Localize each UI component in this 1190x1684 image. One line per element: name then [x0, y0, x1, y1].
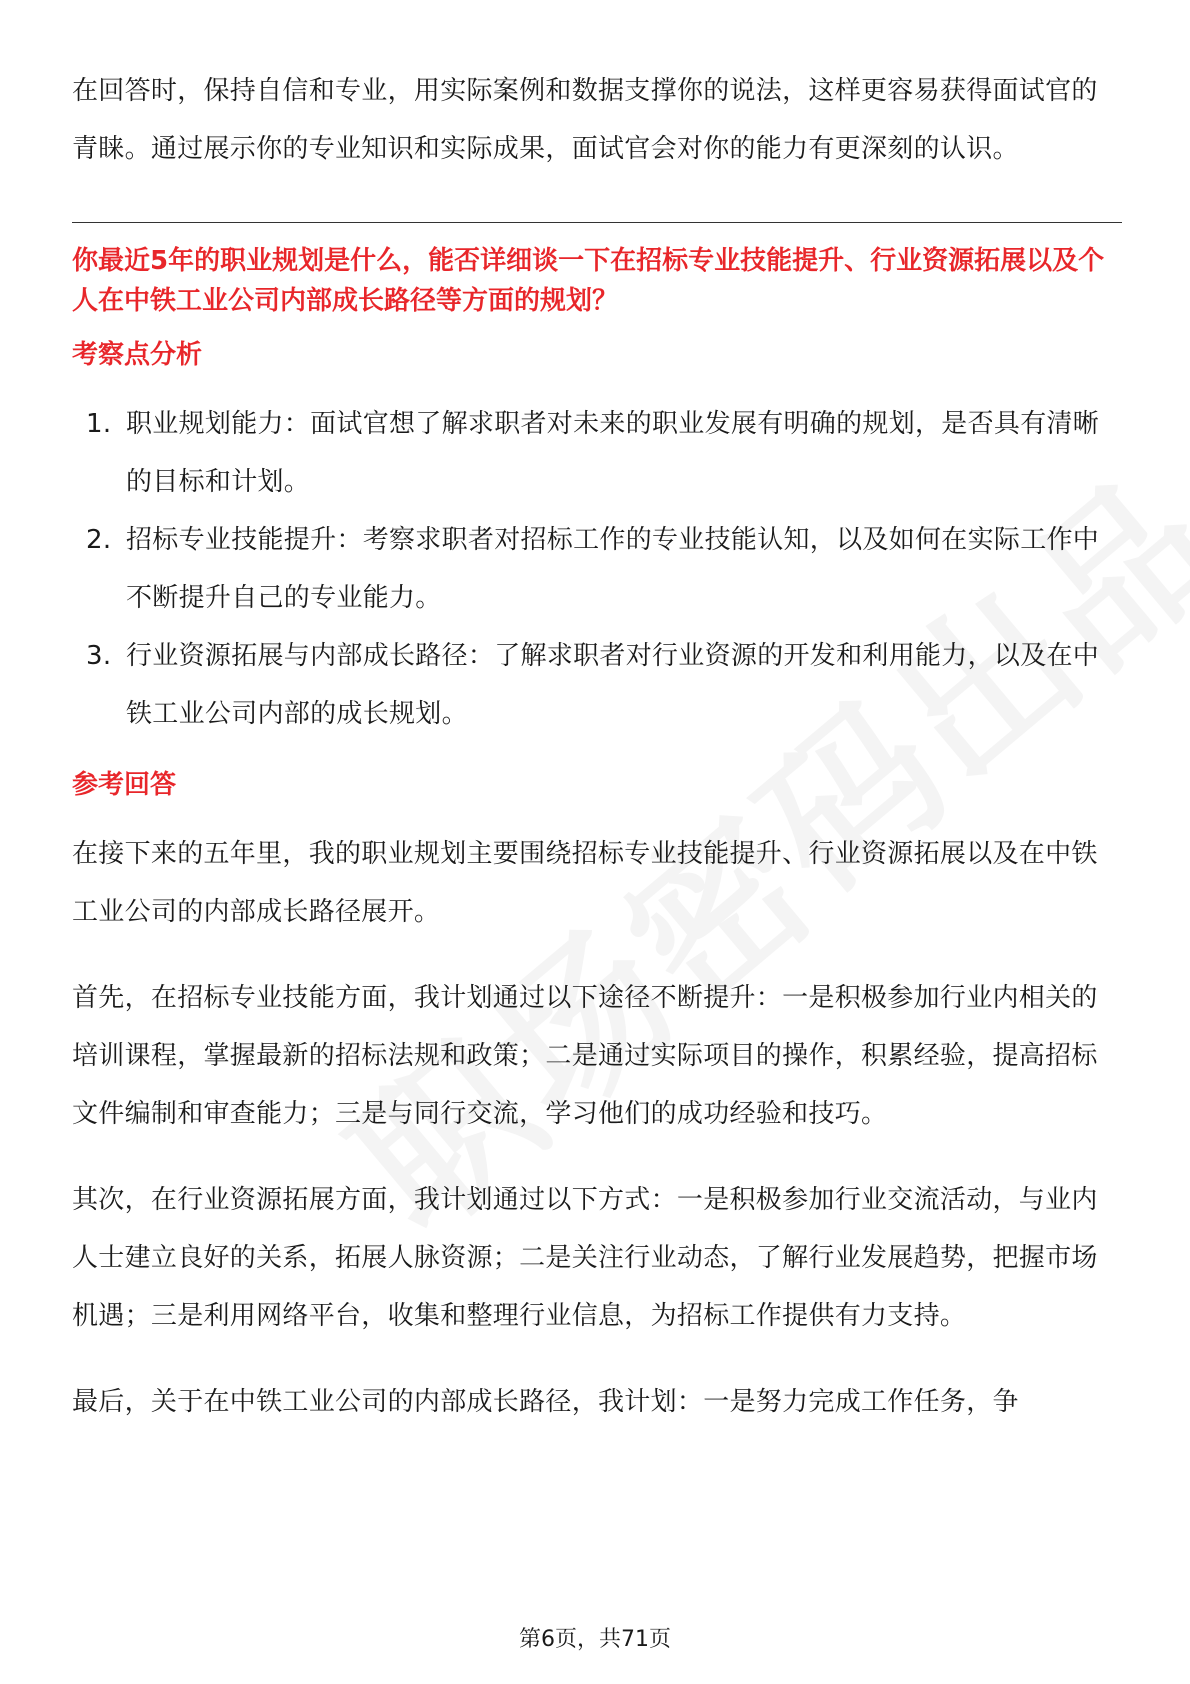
list-item-text: 招标专业技能提升：考察求职者对招标工作的专业技能认知，以及如何在实际工作中不断提升自己的专业能力。	[126, 525, 1100, 613]
analysis-list	[72, 395, 1122, 743]
list-item	[72, 511, 1122, 627]
answer-title: 参考回答	[72, 770, 177, 800]
analysis-title: 考察点分析	[72, 340, 203, 370]
list-item-number: 1.	[86, 409, 112, 439]
answer-paragraph: 其次，在行业资源拓展方面，我计划通过以下方式：一是积极参加行业交流活动，与业内人士建立良好的关系，拓展人脉资源；二是关注行业动态，了解行业发展趋势，把握市场机遇；三是利用网络平台，收集和整理行业信息，为招标工作提供有力支持。	[72, 1185, 1098, 1331]
list-item-text: 行业资源拓展与内部成长路径：了解求职者对行业资源的开发和利用能力，以及在中铁工业公司内部的成长规划。	[126, 641, 1100, 729]
answer-paragraph: 最后，关于在中铁工业公司的内部成长路径，我计划：一是努力完成工作任务，争	[72, 1387, 1019, 1417]
question-heading: 你最近5年的职业规划是什么，能否详细谈一下在招标专业技能提升、行业资源拓展以及个人在中铁工业公司内部成长路径等方面的规划？	[72, 246, 1105, 316]
list-item-text: 职业规划能力：面试官想了解求职者对未来的职业发展有明确的规划，是否具有清晰的目标和计划。	[126, 409, 1100, 497]
answer-paragraph: 在接下来的五年里，我的职业规划主要围绕招标专业技能提升、行业资源拓展以及在中铁工业公司的内部成长路径展开。	[72, 839, 1098, 927]
page-content	[72, 62, 1122, 1431]
list-item	[72, 627, 1122, 743]
list-item-number: 2.	[86, 525, 112, 555]
list-item-number: 3.	[86, 641, 112, 671]
page-number-footer: 第6页，共71页	[519, 1627, 671, 1652]
list-item	[72, 395, 1122, 511]
intro-paragraph: 在回答时，保持自信和专业，用实际案例和数据支撑你的说法，这样更容易获得面试官的青睐。通过展示你的专业知识和实际成果，面试官会对你的能力有更深刻的认识。	[72, 76, 1098, 164]
answer-paragraph: 首先，在招标专业技能方面，我计划通过以下途径不断提升：一是积极参加行业内相关的培训课程，掌握最新的招标法规和政策；二是通过实际项目的操作，积累经验，提高招标文件编制和审查能力；三是与同行交流，学习他们的成功经验和技巧。	[72, 983, 1098, 1129]
